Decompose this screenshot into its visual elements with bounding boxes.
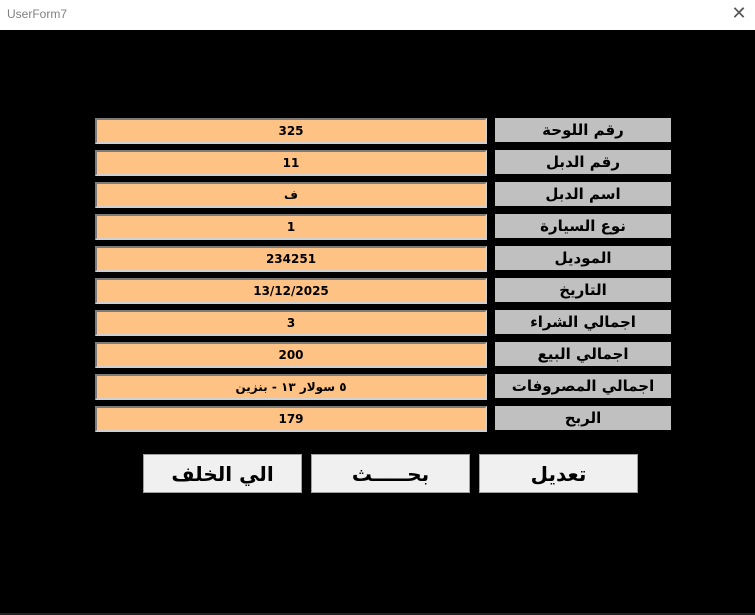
- total-sale-label: اجمالي البيع: [495, 342, 671, 366]
- model-label: الموديل: [495, 246, 671, 270]
- total-sale-field[interactable]: 200: [95, 342, 487, 368]
- row-model: [95, 246, 671, 271]
- dabal-number-label: رقم الدبل: [495, 150, 671, 174]
- profit-label: الربح: [495, 406, 671, 430]
- row-dabal-number: [95, 150, 671, 175]
- total-purchase-field[interactable]: 3: [95, 310, 487, 336]
- row-total-purchase: [95, 310, 671, 335]
- dabal-name-label: اسم الدبل: [495, 182, 671, 206]
- plate-number-label: رقم اللوحة: [495, 118, 671, 142]
- edit-button[interactable]: تعديل: [479, 454, 638, 493]
- row-dabal-name: [95, 182, 671, 207]
- row-total-expenses: [95, 374, 671, 399]
- car-type-label: نوع السيارة: [495, 214, 671, 238]
- total-expenses-label: اجمالي المصروفات: [495, 374, 671, 398]
- search-button[interactable]: بحـــــث: [311, 454, 470, 493]
- profit-field[interactable]: 179: [95, 406, 487, 432]
- plate-number-field[interactable]: 325: [95, 118, 487, 144]
- row-profit: [95, 406, 671, 431]
- car-type-field[interactable]: 1: [95, 214, 487, 240]
- row-plate-number: [95, 118, 671, 143]
- total-expenses-field[interactable]: ٥ سولار ١٣ - بنزين: [95, 374, 487, 400]
- row-car-type: [95, 214, 671, 239]
- date-label: التاريخ: [495, 278, 671, 302]
- close-icon[interactable]: ✕: [731, 3, 747, 24]
- window-title: UserForm7: [7, 7, 68, 21]
- model-field[interactable]: 234251: [95, 246, 487, 272]
- row-total-sale: [95, 342, 671, 367]
- dabal-name-field[interactable]: ف: [95, 182, 487, 208]
- dabal-number-field[interactable]: 11: [95, 150, 487, 176]
- row-date: [95, 278, 671, 303]
- total-purchase-label: اجمالي الشراء: [495, 310, 671, 334]
- user-form: [0, 30, 755, 615]
- title-bar: [0, 0, 755, 31]
- back-button[interactable]: الي الخلف: [143, 454, 302, 493]
- date-field[interactable]: 13/12/2025: [95, 278, 487, 304]
